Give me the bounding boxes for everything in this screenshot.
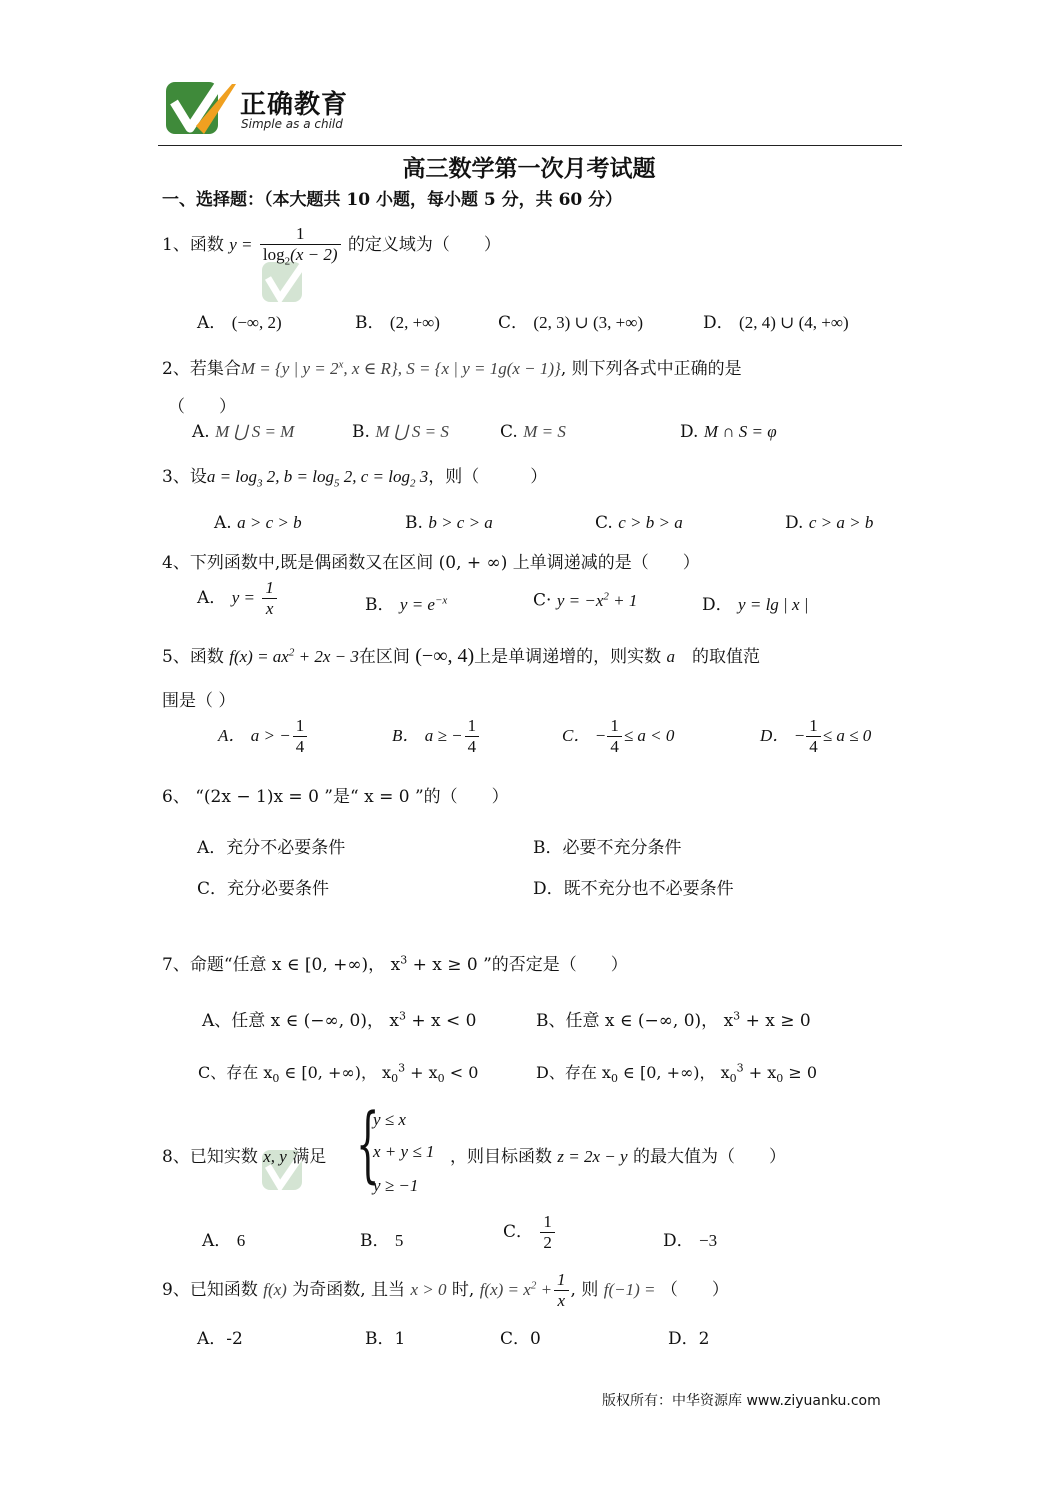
option-d: D． y = lg | x | [702,595,809,615]
question-4: 4、下列函数中,既是偶函数又在区间 (0, + ∞) 上单调递减的是（ ） [162,553,700,573]
question-5: 5、函数 $f(x) = ax^2 + 2x - 3$在区间 (−∞, 4)上是单调递增的，则实数 a 的取值范 [162,645,761,667]
option-a: A． 6 [202,1231,246,1251]
option-b: B． 5 [360,1231,404,1251]
constraint-1: y ≤ x [373,1110,406,1129]
question-2-paren: （ ） [168,397,236,417]
constraint-2: x + y ≤ 1 [373,1142,435,1161]
option-c: C．充分必要条件 [197,879,330,899]
question-9: 9、已知函数 f(x) 为奇函数, 且当 x > 0 时, $f(x) = x^2$ + $\frac{1}{x}$ , 则 f(−1) = （ ） [162,1270,729,1310]
option-b: B． $y = e^{-x}$ [365,594,448,615]
option-d: D、存在 $x_0$ ∈ [0, +∞)， $x_0^3 + x_0 \ge 0$ [536,1061,818,1086]
option-a: A．-2 [197,1329,243,1349]
option-c: C． − $\frac{1}{4}$ ≤ a < 0 [562,716,675,756]
question-1: 1、函数 y = $\frac{1}{\log_2(x - 2)}$ 的定义域为（ ） [162,224,501,268]
section-heading: 一、选择题：（本大题共 10 小题，每小题 5 分，共 60 分） [162,190,623,210]
header-divider [158,145,902,146]
fraction: $\frac{1}{\log_2(x - 2)}$ [260,224,341,267]
logo-slogan: Simple as a child [241,117,343,131]
option-b: B、任意 x ∈ (−∞, 0)， $x^3 + x \ge 0$ [536,1009,811,1031]
watermark [262,262,308,312]
logo-check-icon [166,82,236,134]
footer-copyright: 版权所有：中华资源库 www.ziyuanku.com [602,1393,881,1409]
option-b: B． a ≥ − $\frac{1}{4}$ [392,716,481,757]
constraint-3: y ≥ −1 [373,1176,419,1195]
option-a: A． (−∞, 2) [197,313,282,333]
option-c: C．0 [500,1329,541,1349]
option-d: D．2 [668,1329,710,1349]
logo-name: 正确教育 [240,90,349,120]
option-d: D. c > a > b [785,513,874,533]
watermark-logo-icon [262,262,308,308]
option-c: $C\cdot y = -x^2 + 1$ [533,590,638,611]
question-6: 6、 “(2x − 1)x = 0 ”是“ x = 0 ”的（ ） [162,787,509,807]
option-a: A． y = $\frac{1}{x}$ [197,578,279,619]
option-a: A．充分不必要条件 [197,838,346,858]
option-b: B．1 [365,1329,406,1349]
option-d: D． −3 [663,1231,718,1251]
system-brace: { [356,1097,380,1192]
option-b: B. b > c > a [405,513,493,533]
option-b: B. M ⋃ S = S [352,422,449,442]
option-a: A. M ⋃ S = M [192,422,295,442]
option-c: C、存在 $x_0$ ∈ [0, +∞)， $x_0^3 + x_0 < 0$ [198,1061,479,1086]
option-a: A、任意 x ∈ (−∞, 0)， $x^3 + x < 0$ [202,1009,477,1031]
option-d: D． (2, 4) ∪ (4, +∞) [703,313,849,333]
question-5-line2: 围是（ ） [162,691,236,711]
option-d: D. M ∩ S = φ [680,422,777,442]
question-8: 8、已知实数 x, y 满足 [162,1147,327,1167]
question-7: 7、命题“任意 x ∈ [0, +∞)， $x^3 + x \ge 0$ ”的否定是（ ） [162,953,628,975]
question-8-tail: ，则目标函数 z = 2x − y 的最大值为（ ） [450,1147,786,1167]
question-3: 3、设$a = \log_3 2$, $b = \log_5 2$, $c = \log_2 3$，则（ ） [162,467,548,490]
question-2: 2、若集合M = {y | $y = 2^x$, x ∈ R}, S = {x | y = 1g(x − 1)}, 则下列各式中正确的是 [162,358,742,379]
option-d: D．既不充分也不必要条件 [533,879,734,899]
option-c: C． $\frac{1}{2}$ [503,1212,557,1253]
option-a: A． a > − $\frac{1}{4}$ [218,716,309,757]
option-c: C. M = S [500,422,566,442]
option-c: C． (2, 3) ∪ (3, +∞) [498,313,644,333]
option-a: A. a > c > b [214,513,302,533]
page-title: 高三数学第一次月考试题 [402,155,656,182]
option-d: D． − $\frac{1}{4}$ ≤ a ≤ 0 [760,716,872,756]
option-b: B． (2, +∞) [355,313,440,333]
option-c: C. c > b > a [595,513,683,533]
option-b: B．必要不充分条件 [533,838,682,858]
